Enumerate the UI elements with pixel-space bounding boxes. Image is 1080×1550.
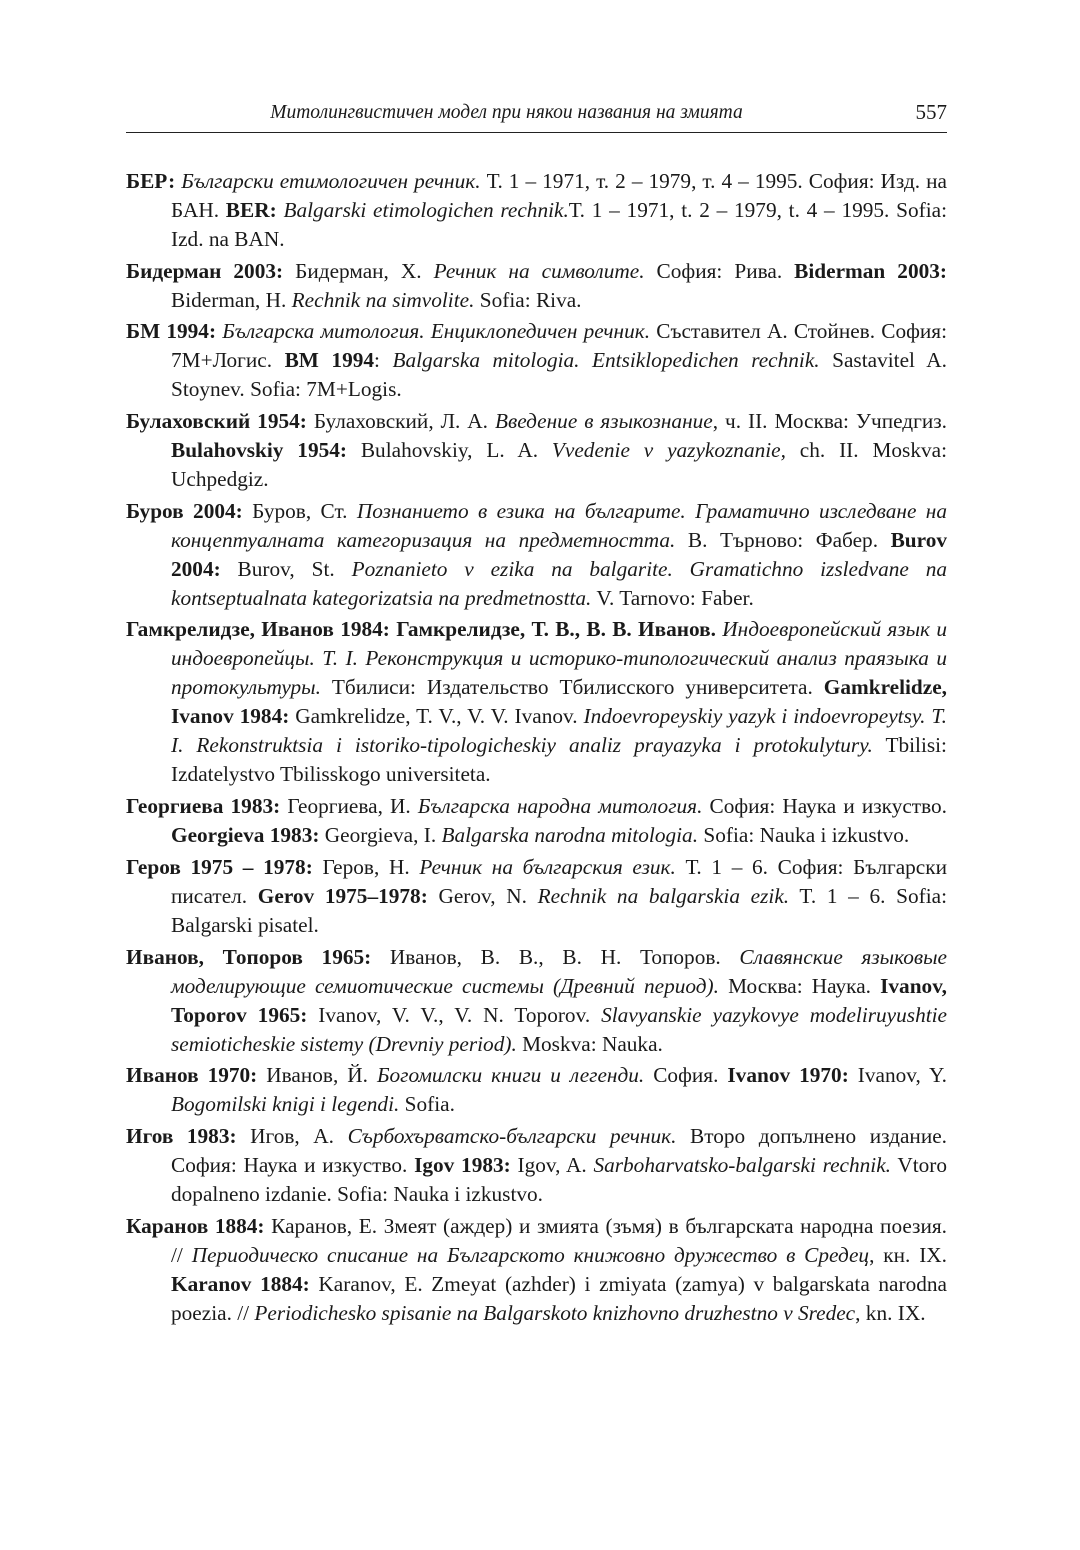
running-title: Митолингвистичен модел при някои названия на змията [270,102,743,123]
reference-text: Tbilisi: Izdatelystvo Tbilisskogo universiteta. [171,733,947,787]
reference-entry [126,407,947,494]
reference-title: Познанието в езика на българите. Граматично изследване на концептуалната категоризация на предметността. [171,498,948,552]
reference-text: Георгиева, И. [280,794,418,819]
reference-key: Igov 1983: [414,1152,511,1177]
reference-key: Каранов 1884: [126,1213,265,1238]
reference-title: Poznanieto v ezika na balgarite. Gramatichno izsledvane na kontseptualnata kategorizatsia na predmetnostta. [171,556,947,610]
reference-text: В. Търново: Фабер. [675,527,891,552]
reference-text: Igov, A. [510,1152,594,1177]
reference-key: Игов 1983: [126,1123,237,1148]
reference-title: Rechnik na simvolite. [291,287,475,312]
reference-text: Moskva: Nauka. [516,1031,663,1056]
reference-text: ch. II. Moskva: Uchpedgiz. [171,438,947,492]
reference-text: Sastavitel A. Stoynev. Sofia: 7M+Logis. [171,348,947,402]
reference-text: V. Tarnovo: Faber. [591,585,754,610]
reference-text: Игов, А. [236,1123,348,1148]
reference-text: Бидерман, Х. [283,258,434,283]
reference-text: Т. 1 – 1971, т. 2 – 1979, т. 4 – 1995. София: Изд. на БАН. [171,169,947,222]
reference-title: Български етимологичен речник. [181,169,481,193]
reference-entry [126,853,947,940]
reference-title: Periodichesko spisanie na Balgarskoto knizhovno druzhestno v Sredec [254,1300,856,1325]
reference-text: : [374,348,393,373]
reference-title: Богомилски книги и легенди. [376,1063,645,1088]
reference-key: Буров 2004: [126,498,243,523]
reference-key: Булаховский 1954: [126,409,307,434]
reference-entry [126,615,947,789]
reference-title: Речник на българския език. [419,854,676,879]
reference-key: Biderman 2003: [794,258,947,283]
reference-text: Каранов, Е. Змеят (аждер) и змията (зъмя) в българската народна поезия. // [171,1213,947,1267]
reference-text: Москва: Наука. [718,973,881,998]
reference-key: БМ 1994: [126,319,217,344]
reference-title: Balgarska mitologia. Entsiklopedichen rechnik. [392,348,820,373]
reference-text: Vtoro dopalneno izdanie. Sofia: Nauka i izkustvo. [171,1152,948,1206]
reference-text: Второ допълнено издание. София: Наука и изкуство. [171,1123,947,1177]
bibliography-list [126,167,947,1330]
reference-title: Славянские языковые моделирующие семиотические системы (Древний период). [171,944,947,998]
reference-text: Буров, Ст. [242,498,357,523]
reference-title: Balgarska narodna mitologia. [441,823,699,848]
reference-title: Периодическо списание на Българското книжовно дружество в Средец [191,1242,870,1267]
reference-key: Burov 2004: [171,527,947,581]
reference-title: Българска народна митология. [417,794,703,819]
reference-text: T. 1 – 6. Sofia: Balgarski pisatel. [171,883,947,937]
reference-title: Сърбохърватско-български речник. [347,1123,677,1148]
reference-key: Бидерман 2003: [126,258,284,283]
reference-text: Bulahovskiy, L. A. [347,438,552,463]
reference-key: Gerov 1975–1978: [257,883,428,908]
reference-text: София. [644,1063,728,1088]
reference-key: БЕР: [126,169,176,193]
reference-text: , кн. IX. [869,1242,947,1267]
reference-text: Gerov, N. [427,883,538,908]
running-header [126,100,947,133]
reference-text: Karanov, E. Zmeyat (azhder) i zmiyata (zamya) v balgarskata narodna poezia. // [171,1271,947,1325]
reference-text: Biderman, H. [171,287,292,312]
reference-entry [126,1061,947,1119]
reference-text: Геров, Н. [312,854,420,879]
reference-text: Ivanov, Y. [848,1063,948,1088]
reference-title: Sarboharvatsko-balgarski rechnik. [593,1152,891,1177]
reference-key: Геров 1975 – 1978: [126,854,313,879]
reference-title: Vvedenie v yazykoznanie, [551,438,786,463]
reference-text: Gamkrelidze, T. V., V. V. Ivanov. [289,704,584,729]
reference-text: Съставител А. Стойнев. София: 7М+Логис. [171,319,948,373]
reference-title: Rechnik na balgarskia ezik. [537,883,790,908]
reference-text: Т. 1 – 6. София: Български писател. [171,854,947,908]
reference-title: Balgarski etimologichen rechnik. [283,198,569,222]
reference-text: Sofia: Nauka i izkustvo. [698,823,910,848]
reference-entry [126,1122,947,1209]
reference-key: Ivanov 1970: [727,1063,849,1088]
reference-key: Bulahovskiy 1954: [171,438,347,463]
reference-key: BER: [225,198,277,222]
reference-text: Иванов, В. В., В. Н. Топоров. [371,944,740,969]
reference-title: Речник на символите. [433,258,645,283]
reference-key: Gamkrelidze, Ivanov 1984: [171,675,947,729]
reference-entry [126,317,947,404]
reference-text: Иванов, Й. [257,1063,377,1088]
reference-entry [126,943,947,1059]
reference-text: , kn. IX. [855,1300,926,1325]
reference-title: Slavyanskie yazykovye modeliruyushtie semioticheskie sistemy (Drevniy period). [171,1002,948,1056]
reference-title: Индоевропейский язык и индоевропейцы. Т. I. Реконструкция и историко-типологический анализ праязыка и протокультуры. [171,617,947,700]
reference-title: Indoevropeyskiy yazyk i indoevropeytsy. T. I. Rekonstruktsia i istoriko-tipologicheskiy analiz prayazyka i protokulytury. [171,704,947,758]
reference-text: Georgieva, I. [319,823,442,848]
reference-entry [126,1212,947,1328]
reference-text: Т. 1 – 1971, t. 2 – 1979, t. 4 – 1995. Sofia: Izd. na BAN. [171,198,947,251]
page-number: 557 [915,100,947,124]
reference-key: BM 1994 [284,348,375,373]
reference-title: Българска митология. Енциклопедичен речник. [222,319,651,344]
reference-text: Ivanov, V. V., V. N. Toporov. [307,1002,602,1027]
reference-key: Karanov 1884: [171,1271,310,1296]
reference-text: , ч. II. Москва: Учпедгиз. [712,409,947,434]
reference-key: Гамкрелидзе, Иванов 1984: Гамкрелидзе, Т. В., В. В. Иванов. [126,617,716,642]
reference-text: София: Рива. [644,258,795,283]
reference-text: Burov, St. [220,556,352,581]
reference-entry [126,167,947,254]
reference-title: Bogomilski knigi i legendi. [171,1092,400,1117]
reference-entry [126,497,947,613]
reference-key: Георгиева 1983: [126,794,281,819]
reference-title: Введение в языкознание [494,409,713,434]
reference-key: Иванов, Топоров 1965: [126,944,372,969]
reference-text: Sofia. [399,1092,455,1117]
reference-text: Булаховский, Л. А. [306,409,495,434]
reference-key: Иванов 1970: [126,1063,258,1088]
reference-text: Тбилиси: Издательство Тбилисского университета. [320,675,824,700]
reference-entry [126,792,947,850]
reference-text: София: Наука и изкуство. [702,794,947,819]
reference-key: Georgieva 1983: [171,823,320,848]
reference-key: Ivanov, Toporov 1965: [171,973,947,1027]
reference-text: Sofia: Riva. [474,287,582,312]
reference-entry [126,257,947,315]
